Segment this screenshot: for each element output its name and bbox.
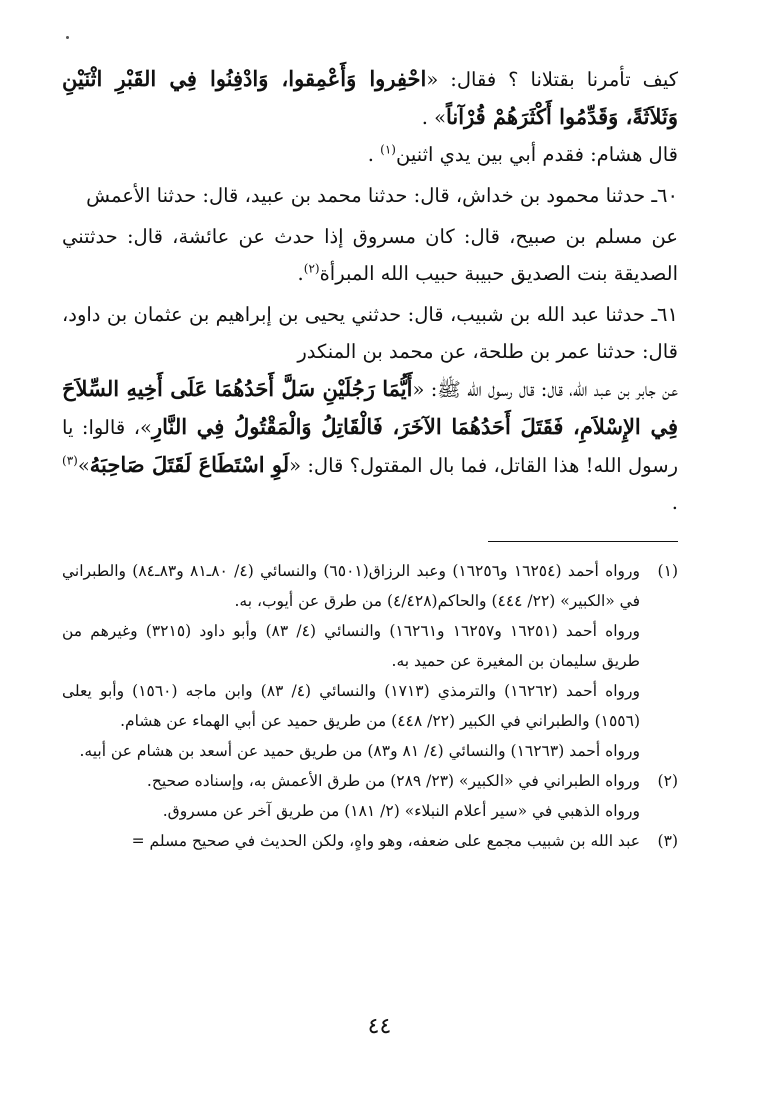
paragraph-1: كيف تأمرنا بقتلانا ؟ فقال: «احْفِروا وَأَعْمِقوا، وَادْفِنُوا فِي القَبْرِ اثْنَيْنِ وَثَلاَثَةً، وَقَدِّمُوا أَكْثَرَهُمْ قُرْآناً» . (62, 66, 678, 129)
footnote (62, 826, 678, 856)
hadith-text: لَوِ اسْتَطَاعَ لَقَتَلَ صَاحِبَهُ (89, 452, 290, 477)
footnote (62, 766, 678, 826)
paragraph-6: عن جابر بن عبد الله، قال: قال رسول الله ﷺ: «أَيُّمَا رَجُلَيْنِ سَلَّ أَحَدُهُمَا عَلَى أَخِيهِ السِّلاَحَ فِي الإِسْلاَمِ، فَقَتَلَ أَحَدُهُمَا الآخَرَ، فَالْقَاتِلُ وَالْمَقْتُولُ فِي النَّارِ»، قالوا: يا رسول الله! هذا القاتل، فما بال المقتول؟ قال: «لَوِ اسْتَطَاعَ لَقَتَلَ صَاحِبَهُ»$^{(٣)}$ . (62, 376, 678, 514)
footnote-paragraph: ورواه الطبراني في «الكبير» (٢٣/ ٢٨٩) من طرق الأعمش به، وإسناده صحيح. (146, 772, 640, 790)
footnote-ref-3: (٣) (62, 453, 78, 468)
footnote-paragraph: ورواه أحمد (١٦٢٥١ و١٦٢٥٧ و١٦٢٦١) والنسائي (٤/ ٨٣) وأبو داود (٣٢١٥) وغيرهم من طريق سليمان بن المغيرة عن حميد به. (62, 622, 640, 670)
footnote-ref-2: (٢) (303, 261, 320, 276)
scan-speck (66, 36, 69, 39)
paragraph-4: عن مسلم بن صبيح، قال: كان مسروق إذا حدث عن عائشة، قال: حدثتني الصديقة بنت الصديق حبيبة حبيب الله المبرأة$^{(٢)}$. (62, 225, 678, 285)
footnotes (62, 556, 678, 856)
page-body (62, 60, 678, 856)
footnote-number: (٢) (657, 772, 678, 790)
footnote-paragraph: ورواه أحمد (١٦٢٦٢) والترمذي (١٧١٣) والنسائي (٤/ ٨٣) وابن ماجه (١٥٦٠) وأبو يعلى (١٥٥٦) والطبراني في الكبير (٢٢/ ٤٤٨) من طريق حميد عن أبي الهماء عن هشام. (62, 682, 640, 730)
footnote-paragraph: ورواه أحمد (١٦٢٥٤ و١٦٢٥٦) وعبد الرزاق(٦٥٠١) والنسائي (٤/ ٨٠ـ٨١ و٨٣ـ٨٤) والطبراني في «الكبير» (٢٢/ ٤٤٤) والحاكم(٤/٤٢٨) من طرق عن أيوب، به. (62, 562, 640, 610)
main-text (62, 60, 678, 521)
footnote-paragraph: ورواه الذهبي في «سير أعلام النبلاء» (٢/ ١٨١) من طريق آخر عن مسروق. (162, 802, 640, 820)
footnote-number: (١) (657, 562, 678, 580)
footnote-number: (٣) (657, 832, 678, 850)
paragraph-5: ٦١ـ حدثنا عبد الله بن شبيب، قال: حدثني يحيى بن إبراهيم بن عثمان بن داود، قال: حدثنا عمر بن طلحة، عن محمد بن المنكدر (62, 303, 678, 363)
footnote-paragraph: ورواه أحمد (١٦٢٦٣) والنسائي (٤/ ٨١ و٨٣) من طريق حميد عن أسعد بن هشام عن أبيه. (79, 742, 640, 760)
paragraph-3: ٦٠ـ حدثنا محمود بن خداش، قال: حدثنا محمد بن عبيد، قال: حدثنا الأعمش (86, 184, 678, 207)
hadith-text: احْفِروا وَأَعْمِقوا، وَادْفِنُوا فِي القَبْرِ اثْنَيْنِ وَثَلاَثَةً، وَقَدِّمُوا أَكْثَرَهُمْ قُرْآناً (62, 66, 678, 129)
footnote-ref-1: (١) (380, 142, 396, 157)
page-number: ٤٤ (367, 1014, 392, 1039)
footnote (62, 556, 678, 766)
hadith-text: أَيُّمَا رَجُلَيْنِ سَلَّ أَحَدُهُمَا عَلَى أَخِيهِ السِّلاَحَ فِي الإِسْلاَمِ، فَقَتَلَ أَحَدُهُمَا الآخَرَ، فَالْقَاتِلُ وَالْمَقْتُولُ فِي النَّارِ (62, 376, 678, 439)
footnote-paragraph: عبد الله بن شبيب مجمع على ضعفه، وهو واهٍ، ولكن الحديث في صحيح مسلم = (131, 832, 640, 850)
paragraph-2: قال هشام: فقدم أبي بين يدي اثنين$^{(١)}$ . (367, 142, 678, 166)
footnote-separator (488, 541, 678, 542)
